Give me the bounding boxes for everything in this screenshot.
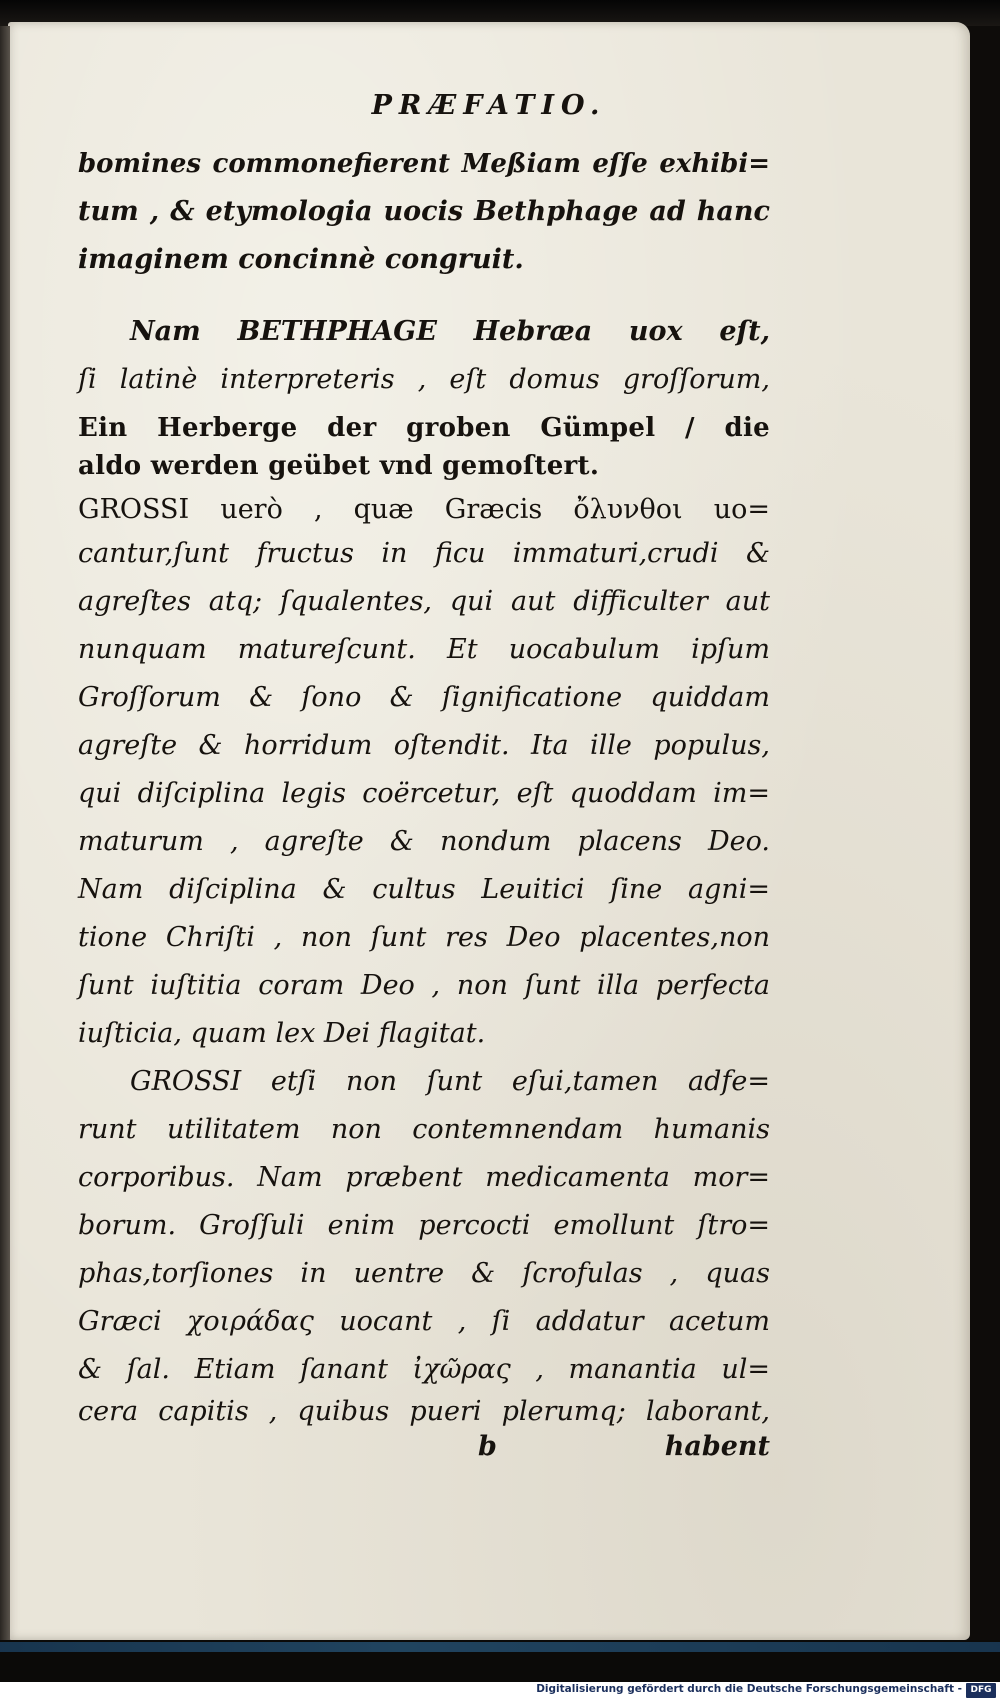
digitization-credit: Digitalisierung gefördert durch die Deutsche Forschungsgemeinschaft - (536, 1683, 962, 1695)
text-line: GROSSI uerò , quæ Græcis ὄλυνθοι uo= (78, 494, 770, 525)
text-line: Græci χοιράδας uocant , ſi addatur acetum (78, 1306, 770, 1337)
text-line: cantur,ſunt fructus in ficu immaturi,crudi & (78, 538, 770, 569)
scan-gutter-edge (0, 26, 10, 1640)
text-line: agreſtes atq; ſqualentes, qui aut difficulter aut (78, 586, 770, 617)
page-footer-marks (478, 1427, 770, 1467)
text-line: Nam BETHPHAGE Hebræa uox eſt, (130, 316, 770, 347)
signature-mark: b (478, 1431, 497, 1462)
text-line: corporibus. Nam præbent medicamenta mor= (78, 1162, 770, 1193)
text-line: borum. Groſſuli enim percocti emollunt ſtro= (78, 1210, 770, 1241)
text-line: maturum , agreſte & nondum placens Deo. (78, 826, 770, 857)
scan-bottom-border (0, 1640, 1000, 1682)
text-line: nunquam matureſcunt. Et uocabulum ipſum (78, 634, 770, 665)
catchword: habent (664, 1431, 770, 1462)
text-line: Ein Herberge der groben Gümpel / die (78, 413, 770, 443)
text-line: tione Chriſti , non ſunt res Deo placentes,non (78, 922, 770, 953)
book-page (8, 22, 970, 1640)
text-line: runt utilitatem non contemnendam humanis (78, 1114, 770, 1145)
page-text (8, 22, 970, 1640)
text-line: qui diſciplina legis coërcetur, eſt quoddam im= (78, 778, 770, 809)
running-head: PRÆFATIO. (371, 90, 607, 121)
text-line: & ſal. Etiam ſanant ἰχῶρας , manantia ul= (78, 1354, 770, 1385)
text-line: ſunt iuſtitia coram Deo , non ſunt illa perfecta (78, 970, 770, 1001)
text-line: imaginem concinnè congruit. (78, 244, 524, 275)
text-line: phas,torſiones in uentre & ſcrofulas , quas (78, 1258, 770, 1289)
dfg-logo: DFG (966, 1683, 996, 1698)
text-line: GROSSI etſi non ſunt eſui,tamen adfe= (130, 1066, 770, 1097)
text-line: aldo werden geübet vnd gemoſtert. (78, 451, 600, 481)
scan-bottom-strip (0, 1642, 1000, 1652)
text-line: Nam diſciplina & cultus Leuitici ſine agni= (78, 874, 770, 905)
text-line: ſi latinè interpreteris , eſt domus groſſorum, (78, 364, 770, 395)
text-line: tum , & etymologia uocis Bethphage ad hanc (78, 196, 770, 227)
text-line: cera capitis , quibus pueri plerumq; laborant, (78, 1396, 770, 1427)
text-line: agreſte & horridum oſtendit. Ita ille populus, (78, 730, 770, 761)
text-line: Groſſorum & ſono & ſignificatione quiddam (78, 682, 770, 713)
text-line: bomines commonefierent Meßiam eſſe exhibi= (78, 149, 770, 179)
text-line: iuſticia, quam lex Dei flagitat. (78, 1018, 486, 1049)
